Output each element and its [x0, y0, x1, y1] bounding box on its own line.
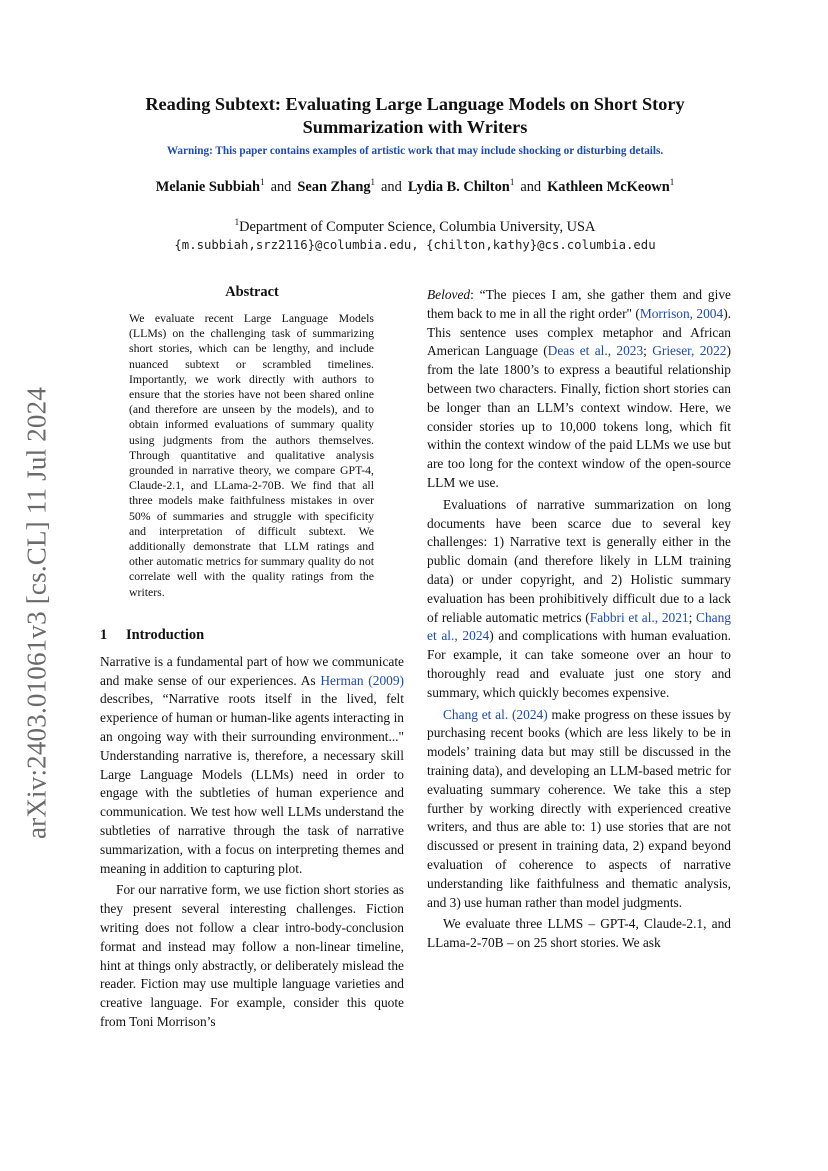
paragraph-text: ) from the late 1800’s to express a beautiful relationship between two characters. Finally, fiction short stories can be longer than an LLM’s context window. Here, we consider stories up to 10,000 tokens long, which fit within the context window of the paid LLMs we use but are too long for the context window of the open-source LLM we use.: [427, 343, 731, 490]
affiliation-mark: 1: [234, 217, 240, 227]
intro-paragraph-5: [427, 915, 731, 953]
author-name: Lydia B. Chilton: [407, 178, 510, 195]
paper-title: Reading Subtext: Evaluating Large Language Models on Short Story Summarization with Writers: [145, 94, 685, 137]
paragraph-text: For our narrative form, we use fiction short stories as they present several interesting challenges. Fiction writing does not follow a clear intro-body-conclusion format and instead may follow a non-linear timeline, hint at things only abstractly, or deliberately mislead the reader. Fiction may use multiple language varieties and creative language. For example, consider this quote from Toni Morrison’s: [100, 882, 404, 1029]
intro-paragraph-2: [100, 881, 404, 1031]
author-affiliation-mark: 1: [669, 177, 675, 187]
citation-link[interactable]: Deas et al., 2023: [547, 343, 644, 359]
section-heading-introduction: [100, 627, 404, 644]
intro-paragraph-2-continued: [427, 286, 731, 493]
citation-link[interactable]: Morrison, 2004: [639, 305, 724, 321]
citation-link[interactable]: Chang et al., 2024: [427, 609, 731, 644]
intro-paragraph-3: [427, 496, 731, 703]
paragraph-text: We evaluate three LLMS – GPT-4, Claude-2.1, and LLama-2-70B – on 25 short stories. We ask: [427, 916, 731, 951]
citation-link[interactable]: Herman (2009): [320, 672, 404, 688]
paragraph-text: ). This sentence uses complex metaphor and African American Language (: [427, 305, 731, 359]
intro-paragraph-4: [427, 706, 731, 913]
author-name: Kathleen McKeown: [547, 178, 670, 195]
right-column: [427, 286, 731, 953]
paragraph-text: Narrative is a fundamental part of how we communicate and make sense of our experiences. As: [100, 653, 404, 688]
content-warning: Warning: This paper contains examples of artistic work that may include shocking or disturbing details.: [166, 145, 664, 157]
section-number: 1: [100, 626, 108, 643]
paragraph-text: describes, “Narrative roots itself in the lived, felt experience of human or human-like agents interacting in an ongoing way with their surrounding environment..." Understanding narrative is, therefore, a necessary skill Large Language Models (LLMs) need in order to engage with the subtleties of human experience and communication. We test how well LLMs understand the subtleties of narrative through the task of narrative summarization, with a focus on interpreting themes and meaning in addition to capturing plot.: [100, 691, 404, 876]
left-column: [100, 284, 404, 1032]
paragraph-text: ) and complications with human evaluation. For example, it can take someone over an hour to thoroughly read and evaluate just one story and summary, which quickly becomes expensive.: [427, 628, 732, 700]
author-emails: {m.subbiah,srz2116}@columbia.edu, {chilton,kathy}@cs.columbia.edu: [174, 238, 656, 252]
author-name: Melanie Subbiah: [155, 178, 261, 195]
book-title: Beloved: [427, 287, 471, 302]
citation-link[interactable]: Grieser, 2022: [652, 343, 727, 359]
arxiv-identifier: [22, 375, 52, 850]
paragraph-text: make progress on these issues by purchasing recent books (which are less likely to be in models’ training data but may still be discussed in the training data), and developing an LLM-based metric for evaluating summary coherence. We take this a step further by working directly with experienced creative writers, and thus are able to: 1) use stories that are not discussed or present in training data, 2) expand beyond evaluation of coherence to aspects of narrative understanding like faithfulness and thematic analysis, and 3) use human rather than model judgments.: [427, 706, 731, 910]
paragraph-text: : “The pieces I am, she gather them and give them back to me in all the right order" (: [427, 287, 731, 321]
author-name: Sean Zhang: [297, 178, 371, 195]
author-joiner: and: [520, 178, 542, 195]
author-affiliation-mark: 1: [260, 177, 265, 187]
section-title: Introduction: [126, 626, 205, 643]
abstract-text: We evaluate recent Large Language Models (LLMs) on the challenging task of summarizing short stories, which can be lengthy, and include nuanced subtext or scrambled timelines. Importantly, we work directly with authors to ensure that the stories have not been shared online (and therefore are unseen by the models), and to obtain informed evaluations of summary quality using judgments from the authors themselves. Through quantitative and qualitative analysis grounded in narrative theory, we compare GPT-4, Claude-2.1, and LLama-2-70B. We find that all three models make faithfulness mistakes in over 50% of summaries and struggle with specificity and interpretation of difficult subtext. We additionally demonstrate that LLM ratings and other automatic metrics for summary quality do not correlate well with the quality ratings from the writers.: [129, 311, 374, 599]
author-joiner: and: [270, 178, 292, 195]
affiliation-text: Department of Computer Science, Columbia University, USA: [239, 218, 596, 235]
abstract-heading: Abstract: [225, 284, 279, 300]
author-joiner: and: [381, 178, 402, 195]
citation-link[interactable]: Chang et al. (2024): [443, 706, 548, 722]
arxiv-identifier-text: arXiv:2403.01061v3 [cs.CL] 11 Jul 2024: [21, 386, 52, 839]
author-list: [60, 177, 770, 196]
paragraph-text: ;: [688, 609, 697, 625]
author-affiliation-mark: 1: [509, 177, 515, 187]
paragraph-text: ;: [643, 343, 653, 359]
affiliation: [100, 217, 730, 236]
intro-paragraph-1: [100, 653, 404, 879]
paragraph-text: Evaluations of narrative summarization on long documents have been scarce due to several key challenges: 1) Narrative text is generally either in the public domain (and therefore likely in LLM training data) or under copyright, and 2) Holistic summary evaluation has been prohibitively difficult due to a lack of reliable automatic metrics (: [427, 496, 731, 625]
citation-link[interactable]: Fabbri et al., 2021: [589, 609, 689, 625]
author-affiliation-mark: 1: [370, 177, 376, 187]
